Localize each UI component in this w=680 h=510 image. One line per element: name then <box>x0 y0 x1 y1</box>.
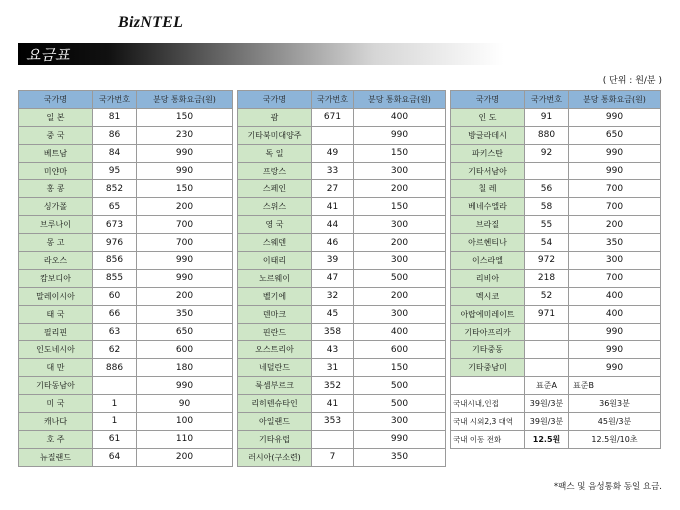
table-row <box>451 144 661 162</box>
country-code: 41 <box>312 395 354 413</box>
rate-value: 150 <box>137 108 233 126</box>
col-rate: 분당 통화요금(원) <box>354 91 446 109</box>
rate-value: 200 <box>137 287 233 305</box>
country-code: 62 <box>93 341 137 359</box>
country-code: 49 <box>312 144 354 162</box>
country-name: 호 주 <box>19 430 93 448</box>
country-code: 65 <box>93 198 137 216</box>
rate-value: 650 <box>569 126 661 144</box>
country-code: 673 <box>93 216 137 234</box>
rate-value: 990 <box>354 430 446 448</box>
rate-value: 150 <box>354 359 446 377</box>
country-code <box>525 162 569 180</box>
country-name: 기타동남아 <box>19 377 93 395</box>
table-row <box>451 180 661 198</box>
rate-value: 350 <box>354 448 446 466</box>
rate-value: 200 <box>354 180 446 198</box>
rate-value: 500 <box>354 377 446 395</box>
rate-value: 200 <box>137 448 233 466</box>
country-name: 뉴질랜드 <box>19 448 93 466</box>
rate-value: 300 <box>569 252 661 270</box>
rate-value: 400 <box>569 305 661 323</box>
country-name: 핀란드 <box>238 323 312 341</box>
country-name: 이태리 <box>238 252 312 270</box>
domestic-header-b: 표준B <box>569 377 661 395</box>
table-row <box>238 216 446 234</box>
table-row <box>238 162 446 180</box>
rate-value: 300 <box>354 413 446 431</box>
country-name: 싱가폴 <box>19 198 93 216</box>
country-name: 방글라데시 <box>451 126 525 144</box>
table-row <box>238 305 446 323</box>
rate-value: 150 <box>354 198 446 216</box>
rate-value: 990 <box>569 144 661 162</box>
rate-value: 990 <box>137 377 233 395</box>
country-name: 브라질 <box>451 216 525 234</box>
rate-value: 700 <box>137 234 233 252</box>
rate-value: 350 <box>569 234 661 252</box>
country-code: 855 <box>93 269 137 287</box>
table-row <box>238 395 446 413</box>
country-code: 971 <box>525 305 569 323</box>
rate-value: 700 <box>569 269 661 287</box>
country-name: 네덜란드 <box>238 359 312 377</box>
rate-value: 300 <box>354 252 446 270</box>
col-code: 국가번호 <box>525 91 569 109</box>
country-code: 58 <box>525 198 569 216</box>
country-name: 아랍에미레이트 <box>451 305 525 323</box>
country-name: 기타중동 <box>451 341 525 359</box>
table-row <box>19 359 233 377</box>
table-row <box>451 252 661 270</box>
country-code: 358 <box>312 323 354 341</box>
rate-value: 300 <box>354 162 446 180</box>
country-code: 32 <box>312 287 354 305</box>
col-country: 국가명 <box>451 91 525 109</box>
country-code: 39 <box>312 252 354 270</box>
country-code: 972 <box>525 252 569 270</box>
country-code: 880 <box>525 126 569 144</box>
rate-value: 350 <box>137 305 233 323</box>
country-code: 66 <box>93 305 137 323</box>
table-row <box>238 377 446 395</box>
country-code: 64 <box>93 448 137 466</box>
rate-value: 90 <box>137 395 233 413</box>
table-row <box>19 323 233 341</box>
table-row <box>238 234 446 252</box>
table-row <box>238 359 446 377</box>
domestic-row <box>451 413 661 431</box>
col-code: 국가번호 <box>93 91 137 109</box>
country-name: 독 일 <box>238 144 312 162</box>
table-header-row <box>19 91 233 109</box>
domestic-row <box>451 395 661 413</box>
country-code <box>312 126 354 144</box>
country-code <box>525 341 569 359</box>
table-row <box>451 108 661 126</box>
domestic-header-row <box>451 377 661 395</box>
country-code: 81 <box>93 108 137 126</box>
domestic-label: 국내시내,인접 <box>451 395 525 413</box>
country-name: 기타북미대양주 <box>238 126 312 144</box>
country-name: 브루나이 <box>19 216 93 234</box>
rate-table-2 <box>237 90 446 467</box>
unit-label: ( 단위 : 원/분 ) <box>602 76 662 86</box>
table-header-row <box>238 91 446 109</box>
rate-value: 200 <box>137 198 233 216</box>
country-code: 671 <box>312 108 354 126</box>
table-row <box>19 144 233 162</box>
rate-table-1 <box>18 90 233 467</box>
table-row <box>238 448 446 466</box>
rate-value: 200 <box>354 234 446 252</box>
country-code: 60 <box>93 287 137 305</box>
table-row <box>238 287 446 305</box>
rate-value: 700 <box>569 198 661 216</box>
domestic-rate-b: 45원/3분 <box>569 413 661 431</box>
country-name: 베네수엘라 <box>451 198 525 216</box>
table-row <box>19 180 233 198</box>
table-row <box>451 287 661 305</box>
country-name: 캐나다 <box>19 413 93 431</box>
table-row <box>451 234 661 252</box>
country-code: 44 <box>312 216 354 234</box>
country-code: 61 <box>93 430 137 448</box>
col-code: 국가번호 <box>312 91 354 109</box>
country-name: 필리핀 <box>19 323 93 341</box>
table-row <box>451 269 661 287</box>
table-row <box>238 430 446 448</box>
rate-value: 990 <box>137 144 233 162</box>
country-code: 43 <box>312 341 354 359</box>
country-name: 영 국 <box>238 216 312 234</box>
country-name: 말레이시아 <box>19 287 93 305</box>
domestic-header-blank <box>451 377 525 395</box>
table-row <box>451 162 661 180</box>
table-row <box>238 413 446 431</box>
rate-value: 600 <box>137 341 233 359</box>
country-name: 대 만 <box>19 359 93 377</box>
country-name: 인 도 <box>451 108 525 126</box>
country-code: 218 <box>525 269 569 287</box>
domestic-rate-a: 39원/3분 <box>525 413 569 431</box>
table-row <box>238 323 446 341</box>
country-name: 칠 레 <box>451 180 525 198</box>
country-name: 리히텐슈타인 <box>238 395 312 413</box>
country-code <box>93 377 137 395</box>
country-code: 352 <box>312 377 354 395</box>
country-code <box>312 430 354 448</box>
country-name: 캄보디아 <box>19 269 93 287</box>
table-row <box>451 305 661 323</box>
country-name: 기타유럽 <box>238 430 312 448</box>
rate-value: 990 <box>569 162 661 180</box>
country-name: 프랑스 <box>238 162 312 180</box>
country-name: 벨기에 <box>238 287 312 305</box>
country-name: 오스트리아 <box>238 341 312 359</box>
table-row <box>238 126 446 144</box>
rate-value: 110 <box>137 430 233 448</box>
rate-value: 990 <box>137 252 233 270</box>
table-row <box>19 377 233 395</box>
country-code: 1 <box>93 413 137 431</box>
country-name: 기타중남미 <box>451 359 525 377</box>
country-name: 룩셈부르크 <box>238 377 312 395</box>
domestic-rate-b: 12.5원/10초 <box>569 430 661 448</box>
country-name: 덴마크 <box>238 305 312 323</box>
table-row <box>19 341 233 359</box>
table-header-row <box>451 91 661 109</box>
page-title: 요금표 <box>26 46 70 64</box>
country-code <box>525 323 569 341</box>
country-code: 41 <box>312 198 354 216</box>
country-name: 괌 <box>238 108 312 126</box>
rate-value: 180 <box>137 359 233 377</box>
rate-value: 990 <box>569 359 661 377</box>
table-row <box>19 108 233 126</box>
rate-value: 500 <box>354 395 446 413</box>
table-row <box>19 216 233 234</box>
country-name: 노르웨이 <box>238 269 312 287</box>
domestic-label: 국내 시외2,3 대역 <box>451 413 525 431</box>
rate-value: 990 <box>569 341 661 359</box>
rate-value: 400 <box>354 323 446 341</box>
rate-value: 600 <box>354 341 446 359</box>
country-code: 27 <box>312 180 354 198</box>
country-code: 95 <box>93 162 137 180</box>
country-name: 아르헨티나 <box>451 234 525 252</box>
country-name: 기타아프리카 <box>451 323 525 341</box>
rate-value: 400 <box>569 287 661 305</box>
country-code: 353 <box>312 413 354 431</box>
country-name: 미 국 <box>19 395 93 413</box>
domestic-rate-b: 36원3분 <box>569 395 661 413</box>
country-code <box>525 359 569 377</box>
domestic-header-a: 표준A <box>525 377 569 395</box>
country-name: 태 국 <box>19 305 93 323</box>
country-name: 리비아 <box>451 269 525 287</box>
table-row <box>19 448 233 466</box>
country-name: 미얀마 <box>19 162 93 180</box>
table-row <box>19 413 233 431</box>
country-name: 멕시코 <box>451 287 525 305</box>
table-row <box>19 126 233 144</box>
rate-value: 200 <box>569 216 661 234</box>
country-name: 몽 고 <box>19 234 93 252</box>
country-name: 아일랜드 <box>238 413 312 431</box>
rate-value: 100 <box>137 413 233 431</box>
table-row <box>451 323 661 341</box>
country-code: 45 <box>312 305 354 323</box>
rate-value: 700 <box>137 216 233 234</box>
country-name: 홍 콩 <box>19 180 93 198</box>
brand-logo: BizNTEL <box>118 14 184 31</box>
country-name: 스위스 <box>238 198 312 216</box>
table-row <box>19 234 233 252</box>
domestic-label: 국내 이동 전화 <box>451 430 525 448</box>
table-row <box>238 180 446 198</box>
col-country: 국가명 <box>19 91 93 109</box>
country-code: 92 <box>525 144 569 162</box>
table-row <box>451 216 661 234</box>
title-bar <box>18 43 666 65</box>
rate-value: 300 <box>354 216 446 234</box>
country-name: 스웨덴 <box>238 234 312 252</box>
table-row <box>451 198 661 216</box>
country-code: 852 <box>93 180 137 198</box>
footnote: *팩스 및 음성통화 동일 요금. <box>553 482 662 492</box>
table-row <box>19 430 233 448</box>
table-row <box>238 269 446 287</box>
country-code: 886 <box>93 359 137 377</box>
country-code: 54 <box>525 234 569 252</box>
col-country: 국가명 <box>238 91 312 109</box>
country-code: 976 <box>93 234 137 252</box>
table-row <box>451 341 661 359</box>
table-row <box>19 198 233 216</box>
table-row <box>238 144 446 162</box>
rate-value: 990 <box>569 108 661 126</box>
rate-table-3 <box>450 90 661 449</box>
country-code: 91 <box>525 108 569 126</box>
domestic-rate-a: 12.5원 <box>525 430 569 448</box>
country-name: 파키스탄 <box>451 144 525 162</box>
country-name: 기타서남아 <box>451 162 525 180</box>
table-row <box>19 162 233 180</box>
country-name: 이스라엘 <box>451 252 525 270</box>
rate-value: 990 <box>137 162 233 180</box>
table-row <box>19 305 233 323</box>
country-code: 86 <box>93 126 137 144</box>
rate-value: 650 <box>137 323 233 341</box>
rate-value: 700 <box>569 180 661 198</box>
country-code: 31 <box>312 359 354 377</box>
table-row <box>19 252 233 270</box>
domestic-rate-a: 39원/3분 <box>525 395 569 413</box>
country-code: 46 <box>312 234 354 252</box>
table-row <box>451 126 661 144</box>
rate-value: 990 <box>354 126 446 144</box>
rate-value: 230 <box>137 126 233 144</box>
country-code: 84 <box>93 144 137 162</box>
rate-value: 990 <box>137 269 233 287</box>
rate-value: 500 <box>354 269 446 287</box>
country-name: 중 국 <box>19 126 93 144</box>
country-name: 베트남 <box>19 144 93 162</box>
table-row <box>19 287 233 305</box>
country-code: 33 <box>312 162 354 180</box>
col-rate: 분당 통화요금(원) <box>137 91 233 109</box>
table-row <box>238 198 446 216</box>
country-name: 러시아(구소련) <box>238 448 312 466</box>
country-code: 1 <box>93 395 137 413</box>
country-name: 일 본 <box>19 108 93 126</box>
col-rate: 분당 통화요금(원) <box>569 91 661 109</box>
country-code: 7 <box>312 448 354 466</box>
rate-value: 300 <box>354 305 446 323</box>
country-code: 56 <box>525 180 569 198</box>
rate-value: 990 <box>569 323 661 341</box>
country-code: 52 <box>525 287 569 305</box>
country-name: 인도네시아 <box>19 341 93 359</box>
table-row <box>19 269 233 287</box>
domestic-row <box>451 430 661 448</box>
country-code: 55 <box>525 216 569 234</box>
country-name: 스페인 <box>238 180 312 198</box>
table-row <box>19 395 233 413</box>
country-name: 라오스 <box>19 252 93 270</box>
country-code: 47 <box>312 269 354 287</box>
rate-value: 400 <box>354 108 446 126</box>
table-row <box>238 108 446 126</box>
country-code: 63 <box>93 323 137 341</box>
table-row <box>451 359 661 377</box>
table-row <box>238 341 446 359</box>
rate-value: 200 <box>354 287 446 305</box>
rate-value: 150 <box>137 180 233 198</box>
country-code: 856 <box>93 252 137 270</box>
rate-value: 150 <box>354 144 446 162</box>
table-row <box>238 252 446 270</box>
